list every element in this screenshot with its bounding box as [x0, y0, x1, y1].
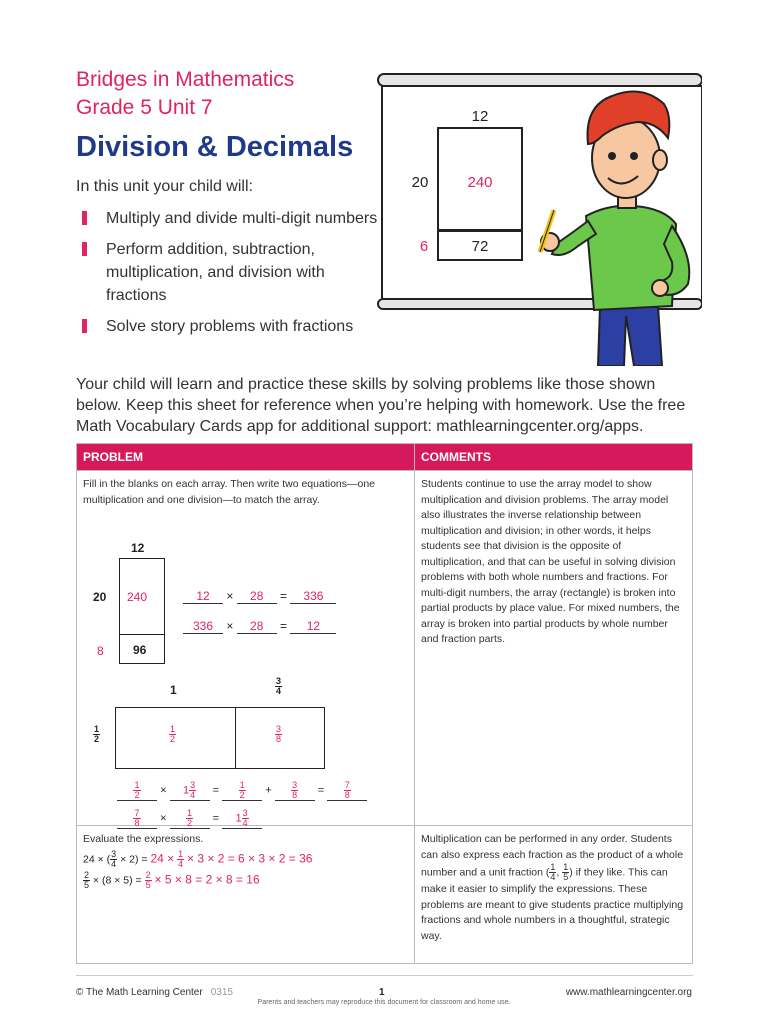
board-cell-bottom: 72 — [471, 238, 489, 255]
intro-paragraph: Your child will learn and practice these skills by solving problems like those shown below. Keep this sheet for reference when you’re helping with homework. Use the free Math Vocabulary Cards app for additional support: mathlearningcenter.org/apps. — [76, 376, 686, 435]
array-cell-top: 240 — [127, 590, 148, 604]
footer-copyright: © The Math Learning Center 0315 — [76, 987, 233, 998]
problem-instructions: Fill in the blanks on each array. Then write two equations—one multiplication and one division—to match the array. — [83, 478, 376, 506]
page-number: 1 — [379, 987, 385, 998]
table-row — [77, 471, 693, 826]
expression-2: $\frac{2}{5}$ × (8 × 5) = $\frac{2}{5}$ × 5 × 8 = 2 × 8 = 16 — [84, 869, 260, 890]
bullet-item: Solve story problems with fractions — [82, 315, 382, 338]
table-row — [77, 826, 693, 964]
problem-cell-1 — [77, 471, 415, 826]
intro-text: In this unit your child will: — [76, 178, 253, 195]
frac-cell-2: $\frac{3}{8}$ — [276, 724, 282, 744]
expression-1: 24 × ( $\frac{3}{4}$ × 2) = 24 × $\frac{1}{4}$ × 3 × 2 = 6 × 3 × 2 = 36 — [83, 848, 313, 869]
bullet-list — [82, 207, 382, 346]
bullet-mark-icon — [82, 242, 87, 256]
frac-cell-1: $\frac{1}{2}$ — [170, 724, 176, 744]
equation-1: 12 × 28 = 336 — [183, 589, 336, 604]
fraction-equation-2: $\frac{7}{8}$ × $\frac{1}{2}$ = 1 $\frac{3}{4}$ — [117, 809, 262, 829]
board-top-label: 12 — [471, 108, 489, 125]
comments-header: COMMENTS — [415, 444, 693, 471]
array-top-label: 12 — [131, 541, 145, 555]
fraction-array-box — [115, 707, 325, 769]
fraction-array-divider — [235, 707, 236, 769]
frac-top-right-label: $\frac{3}{4}$ — [276, 676, 282, 696]
series-line-2: Grade 5 Unit 7 — [76, 96, 213, 119]
problems-table — [76, 443, 693, 964]
page-title: Division & Decimals — [76, 131, 354, 163]
comments-text-2: Multiplication can be performed in any order. Students can also express each fraction as the product of a whole number and a unit fraction ( $\frac{1}{4}$ , $\frac{1}{5}$ ) if they like. This can make it easier to simplify the expressions. These problems are meant to give students practice multiplying fractions and whole numbers in a thoughtful, strategic way. — [421, 833, 684, 942]
whiteboard-illustration — [372, 66, 702, 366]
comments-cell-2 — [415, 826, 693, 964]
footer-note: Parents and teachers may reproduce this document for classroom and home use. — [257, 999, 511, 1006]
bullet-item: Perform addition, subtraction, multiplication, and division with fractions — [82, 238, 382, 307]
problem-header: PROBLEM — [77, 444, 415, 471]
footer-code: 0315 — [210, 987, 233, 998]
footer-url[interactable]: www.mathlearningcenter.org — [565, 987, 692, 998]
problem-instructions-2: Evaluate the expressions. — [83, 833, 204, 845]
table-header-row — [77, 444, 693, 471]
array-cell-bottom: 96 — [133, 643, 147, 657]
series-title — [76, 66, 294, 122]
board-left-bottom-label: 6 — [419, 238, 429, 255]
comments-text-1: Students continue to use the array model to show multiplication and division problems. The array model also illustrates the inverse relationship between multiplication and division; in other words, it helps students see that division is the opposite of multiplication, and that can be useful in solving division problems with both whole numbers and fractions. For multi-digit numbers, the array (rectangle) is broken into partial products by place value. For mixed numbers, the array is broken into partial products by whole number and fraction parts. — [421, 478, 680, 645]
board-left-top-label: 20 — [411, 174, 429, 191]
fraction-equation-1: $\frac{1}{2}$ × 1 $\frac{3}{4}$ = $\frac{1}{2}$ + $\frac{3}{8}$ = $\frac{7}{8}$ — [117, 781, 367, 801]
bullet-item: Multiply and divide multi-digit numbers — [82, 207, 382, 230]
frac-side-label: $\frac{1}{2}$ — [94, 724, 100, 744]
equation-2: 336 × 28 = 12 — [183, 619, 336, 634]
bullet-mark-icon — [82, 211, 87, 225]
array-left-top-label: 20 — [93, 590, 107, 604]
comments-cell-1 — [415, 471, 693, 826]
array-left-bottom-label: 8 — [97, 644, 104, 658]
problem-cell-2 — [77, 826, 415, 964]
series-line-1: Bridges in Mathematics — [76, 68, 295, 91]
frac-top-left-label: 1 — [170, 683, 177, 697]
footer-rule — [76, 975, 693, 976]
board-cell-top: 240 — [467, 174, 493, 191]
bullet-mark-icon — [82, 319, 87, 333]
